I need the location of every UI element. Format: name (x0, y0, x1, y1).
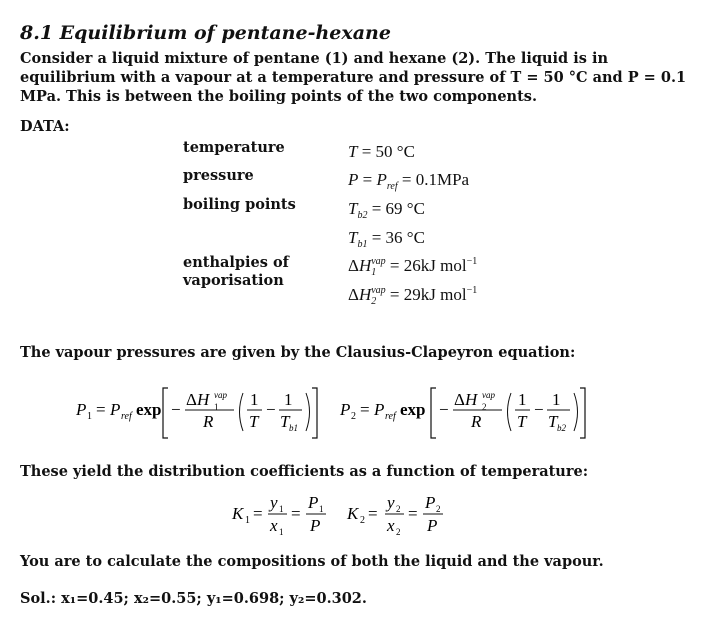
svg-text:y: y (270, 493, 278, 512)
svg-text:1: 1 (279, 504, 284, 514)
enthalpy-1-equation: $\Delta H_1^{vap} = 26kJ$ mol$^{-1}$ (348, 256, 478, 278)
svg-text:1: 1 (284, 390, 293, 409)
svg-text:b2: b2 (557, 423, 566, 433)
svg-text:vap: vap (214, 390, 227, 400)
clausius-clapeyron-equations (0, 375, 709, 445)
svg-text:1: 1 (250, 390, 259, 409)
enthalpies-label-line1: enthalpies of (183, 254, 289, 271)
distribution-coefficients-text: These yield the distribution coefficients as a function of temperature: (20, 463, 589, 480)
svg-text:−: − (439, 400, 449, 419)
svg-text:=: = (253, 504, 263, 523)
svg-text:=: = (360, 400, 370, 419)
svg-text:P: P (374, 400, 385, 419)
solution: Sol.: x₁=0.45; x₂=0.55; y₁=0.698; y₂=0.302. (20, 590, 367, 607)
task-statement: You are to calculate the compositions of both the liquid and the vapour. (20, 553, 604, 570)
svg-text:P: P (76, 400, 87, 419)
svg-text:ΔH: ΔH (454, 390, 478, 409)
svg-text:−: − (266, 400, 276, 419)
svg-text:=: = (291, 504, 301, 523)
svg-text:2: 2 (351, 411, 356, 422)
svg-text:b1: b1 (289, 423, 298, 433)
equation-k1 (231, 493, 326, 537)
pressure-equation: $P = P_{ref} = 0.1MPa$ (348, 170, 470, 192)
svg-text:1: 1 (87, 411, 92, 422)
svg-text:P: P (427, 516, 438, 535)
boiling-point-2-equation: $T_{b2} = 69$ °C (348, 199, 425, 221)
equation-k2 (346, 493, 443, 537)
svg-text:K: K (232, 504, 244, 523)
svg-text:1: 1 (552, 390, 561, 409)
svg-text:1: 1 (319, 504, 324, 514)
svg-text:vap: vap (482, 390, 495, 400)
svg-text:2: 2 (436, 504, 441, 514)
svg-text:P: P (340, 400, 351, 419)
svg-text:ΔH: ΔH (186, 390, 210, 409)
svg-text:P: P (308, 493, 319, 512)
svg-text:−: − (534, 400, 544, 419)
boiling-points-label: boiling points (183, 196, 296, 213)
data-heading: DATA: (20, 118, 70, 135)
svg-text:R: R (471, 412, 482, 431)
svg-text:2: 2 (360, 515, 365, 526)
svg-text:x: x (270, 516, 278, 535)
svg-text:T: T (280, 412, 290, 431)
svg-text:y: y (387, 493, 395, 512)
svg-text:K: K (347, 504, 359, 523)
svg-text:2: 2 (482, 402, 487, 412)
svg-text:x: x (387, 516, 395, 535)
svg-text:ref: ref (385, 411, 396, 422)
svg-text:P: P (425, 493, 436, 512)
svg-text:ref: ref (121, 411, 132, 422)
distribution-coefficient-equations (0, 487, 709, 542)
svg-text:2: 2 (396, 504, 401, 514)
pressure-label: pressure (183, 167, 254, 184)
svg-text:=: = (408, 504, 418, 523)
temperature-equation: T = 50 °C (348, 142, 415, 161)
clausius-clapeyron-text: The vapour pressures are given by the Clausius-Clapeyron equation: (20, 344, 576, 361)
enthalpies-label-line2: vaporisation (183, 272, 284, 289)
svg-text:=: = (368, 504, 378, 523)
svg-text:P: P (310, 516, 321, 535)
svg-text:T: T (548, 412, 558, 431)
svg-text:exp: exp (400, 400, 426, 419)
temperature-label: temperature (183, 139, 285, 156)
problem-statement: Consider a liquid mixture of pentane (1) and hexane (2). The liquid is in equilibrium with a vapour at a temperature and pressure of T = 50 °C and P = 0.1 MPa. This is between the boiling points of the two components. (20, 50, 687, 105)
svg-text:1: 1 (245, 515, 250, 526)
equation-p1 (75, 388, 317, 438)
svg-text:1: 1 (214, 402, 219, 412)
svg-text:1: 1 (518, 390, 527, 409)
svg-text:1: 1 (279, 527, 284, 537)
boiling-point-1-equation: $T_{b1} = 36$ °C (348, 228, 425, 250)
svg-text:T: T (249, 412, 259, 431)
svg-text:−: − (171, 400, 181, 419)
svg-text:R: R (203, 412, 214, 431)
equation-p2 (339, 388, 585, 438)
svg-text:T: T (517, 412, 527, 431)
svg-text:P: P (110, 400, 121, 419)
svg-text:=: = (96, 400, 106, 419)
enthalpy-2-equation: $\Delta H_2^{vap} = 29kJ$ mol$^{-1}$ (348, 285, 478, 307)
svg-text:2: 2 (396, 527, 401, 537)
svg-text:exp: exp (136, 400, 162, 419)
page-title: 8.1 Equilibrium of pentane-hexane (20, 22, 391, 44)
